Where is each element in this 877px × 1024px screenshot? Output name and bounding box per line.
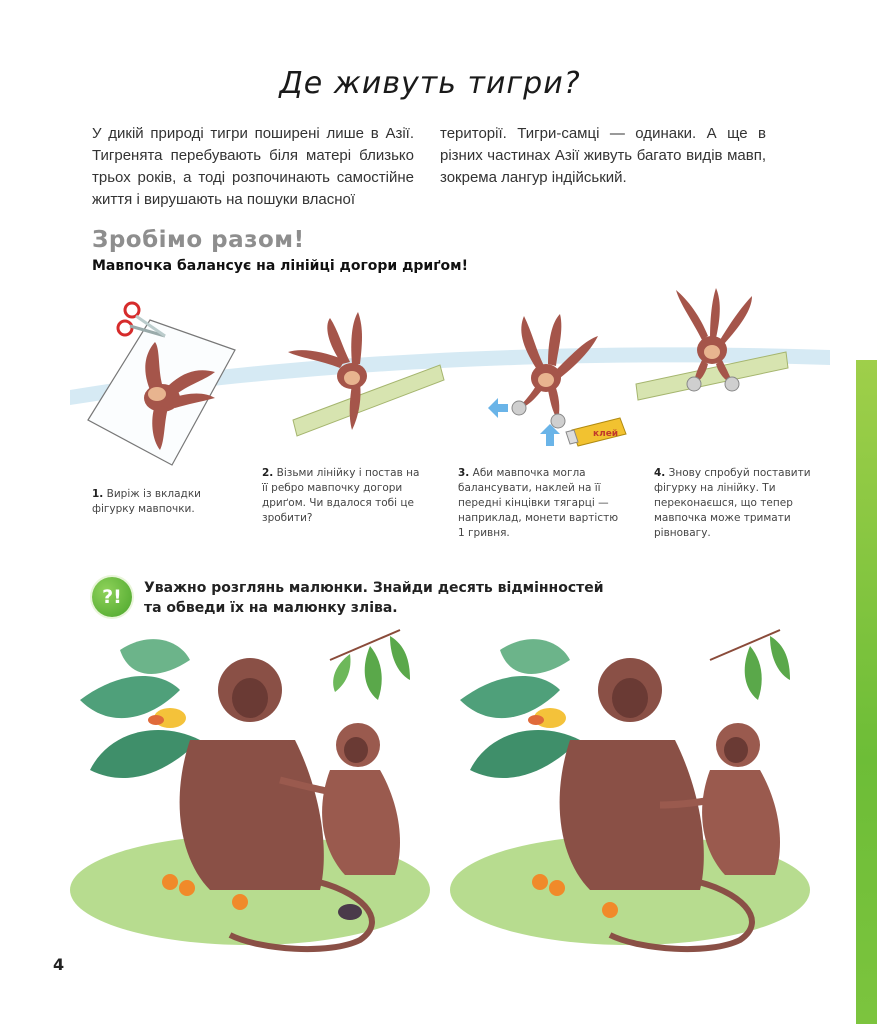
step-number: 4. [654, 467, 666, 479]
section-subtitle: Мавпочка балансує на лінійці догори дриґом! [92, 258, 468, 274]
branch-leaves [710, 630, 790, 700]
intro-text-right: території. Тигри-самці — одинаки. А ще в різних частинах Азії живуть багато видів мавп, зокрема лангур індійський. [440, 125, 766, 186]
page-edge-bar [856, 360, 877, 1024]
banana-leaves [460, 639, 580, 778]
coin-weight-2 [551, 414, 565, 428]
page-title: Де живуть тигри? [279, 66, 581, 101]
step-text: Знову спробуй поставити фігурку на лінійку. Ти переконаєшся, що тепер мавпочка може тримати рівновагу. [654, 467, 811, 539]
step-4 [654, 466, 814, 541]
step3-illustration [488, 314, 626, 446]
banana-leaves [80, 639, 200, 778]
scissors-icon [118, 303, 165, 336]
step1-illustration [88, 303, 235, 465]
coin-weight-1 [512, 401, 526, 415]
spot-difference-right [440, 620, 830, 960]
step-text: Виріж із вкладки фігурку мавпочки. [92, 488, 201, 515]
arrow-icon-left [488, 398, 508, 418]
glue-label: клей [593, 429, 619, 439]
branch-leaves [330, 630, 410, 700]
flower-icon [528, 708, 566, 728]
puzzle-instructions: Уважно розглянь малюнки. Знайди десять відмінностей та обведи їх на малюнку зліва. [144, 580, 604, 616]
step4-illustration [636, 288, 788, 400]
craft-illustration [0, 280, 877, 470]
spot-difference-left [60, 620, 440, 960]
step-text: Аби мавпочка могла балансувати, наклей на її передні кінцівки тягарці — наприклад, монети вартістю 1 гривня. [458, 467, 619, 539]
section-title: Зробімо разом! [92, 227, 305, 253]
step-3 [458, 466, 628, 541]
flower-icon [148, 708, 186, 728]
monkey-cutout-3 [518, 314, 598, 420]
puzzle-badge-icon: ?! [92, 577, 132, 617]
step-1 [92, 487, 232, 517]
step-number: 3. [458, 467, 470, 479]
page-number: 4 [53, 955, 65, 974]
step-2 [262, 466, 427, 526]
coin-weight-4 [725, 377, 739, 391]
step-number: 2. [262, 467, 274, 479]
step-text: Візьми лінійку і постав на її ребро мавпочку догори дриґом. Чи вдалося тобі це зробити? [262, 467, 420, 524]
coin-weight-3 [687, 377, 701, 391]
stone [338, 904, 362, 920]
intro-text-left: У дикій природі тигри поширені лише в Азії. Тигренята перебувають біля матері близько трьох років, а тоді розпочинають самостійне життя і вирушають на пошуки власної [92, 125, 414, 208]
step-number: 1. [92, 488, 104, 500]
glue-tube-icon [566, 418, 626, 446]
